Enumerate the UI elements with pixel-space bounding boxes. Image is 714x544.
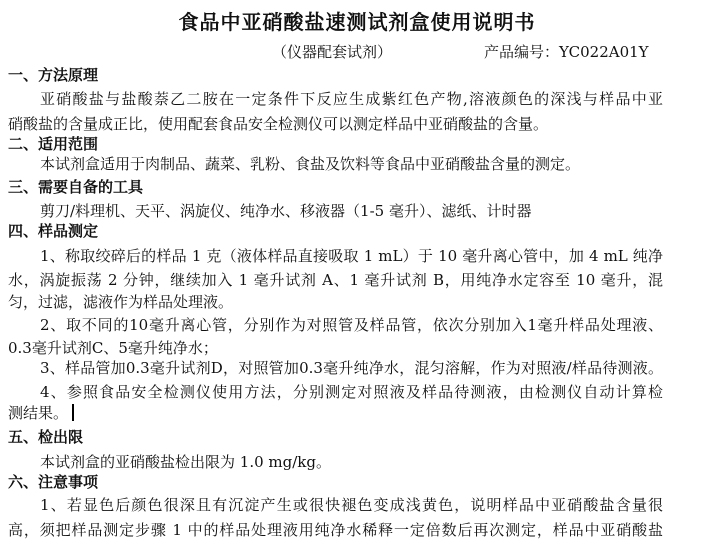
text-line: 剪刀/料理机、天平、涡旋仪、纯净水、移液器（1-5 毫升）、滤纸、计时器 bbox=[40, 202, 532, 220]
text-line: 0.3毫升试剂C、5毫升纯净水； bbox=[8, 339, 218, 357]
text-line-with-caret[interactable] bbox=[8, 403, 74, 423]
subtitle: （仪器配套试剂） bbox=[272, 43, 393, 61]
text-line: 3、样品管加0.3毫升试剂D，对照管加0.3毫升纯净水，混匀溶解，作为对照液/样品待测液。 bbox=[40, 359, 663, 377]
text-line: 水，涡旋振荡 2 分钟，继续加入 1 毫升试剂 A、1 毫升试剂 B，用纯净水定容至 10 毫升，混 bbox=[8, 271, 663, 289]
text-line: 硝酸盐的含量成正比，使用配套食品安全检测仪可以测定样品中亚硝酸盐的含量。 bbox=[8, 115, 549, 133]
text-line: 1、若显色后颜色很深且有沉淀产生或很快褪色变成浅黄色，说明样品中亚硝酸盐含量很 bbox=[40, 496, 663, 514]
text-line: 匀，过滤，滤液作为样品处理液。 bbox=[8, 293, 234, 311]
product-number-value: YC022A01Y bbox=[559, 43, 649, 61]
text-line: 本试剂盒适用于肉制品、蔬菜、乳粉、食盐及饮料等食品中亚硝酸盐含量的测定。 bbox=[40, 155, 581, 173]
section-heading: 三、需要自备的工具 bbox=[8, 178, 144, 196]
text-cursor bbox=[72, 404, 74, 421]
section-heading: 四、样品测定 bbox=[8, 222, 99, 240]
text-line: 测结果。 bbox=[8, 404, 69, 422]
text-line: 高，须把样品测定步骤 1 中的样品处理液用纯净水稀释一定倍数后再次测定，样品中亚硝酸盐 bbox=[8, 521, 663, 539]
text-line: 本试剂盒的亚硝酸盐检出限为 1.0 mg/kg。 bbox=[40, 453, 331, 471]
document-title: 食品中亚硝酸盐速测试剂盒使用说明书 bbox=[178, 10, 536, 34]
product-number-label: 产品编号： bbox=[484, 43, 560, 61]
text-line: 2、取不同的10毫升离心管，分别作为对照管及样品管，依次分别加入1毫升样品处理液、 bbox=[40, 316, 663, 334]
text-line: 1、称取绞碎后的样品 1 克（液体样品直接吸取 1 mL）于 10 毫升离心管中，加 4 mL 纯净 bbox=[40, 247, 663, 265]
section-heading: 五、检出限 bbox=[8, 428, 84, 446]
section-heading: 一、方法原理 bbox=[8, 66, 99, 84]
section-heading: 六、注意事项 bbox=[8, 473, 99, 491]
text-line: 亚硝酸盐与盐酸萘乙二胺在一定条件下反应生成紫红色产物,溶液颜色的深浅与样品中亚 bbox=[40, 90, 663, 108]
product-number bbox=[484, 42, 649, 62]
section-heading: 二、适用范围 bbox=[8, 135, 99, 153]
text-line: 4、参照食品安全检测仪使用方法，分别测定对照液及样品待测液，由检测仪自动计算检 bbox=[40, 383, 663, 401]
